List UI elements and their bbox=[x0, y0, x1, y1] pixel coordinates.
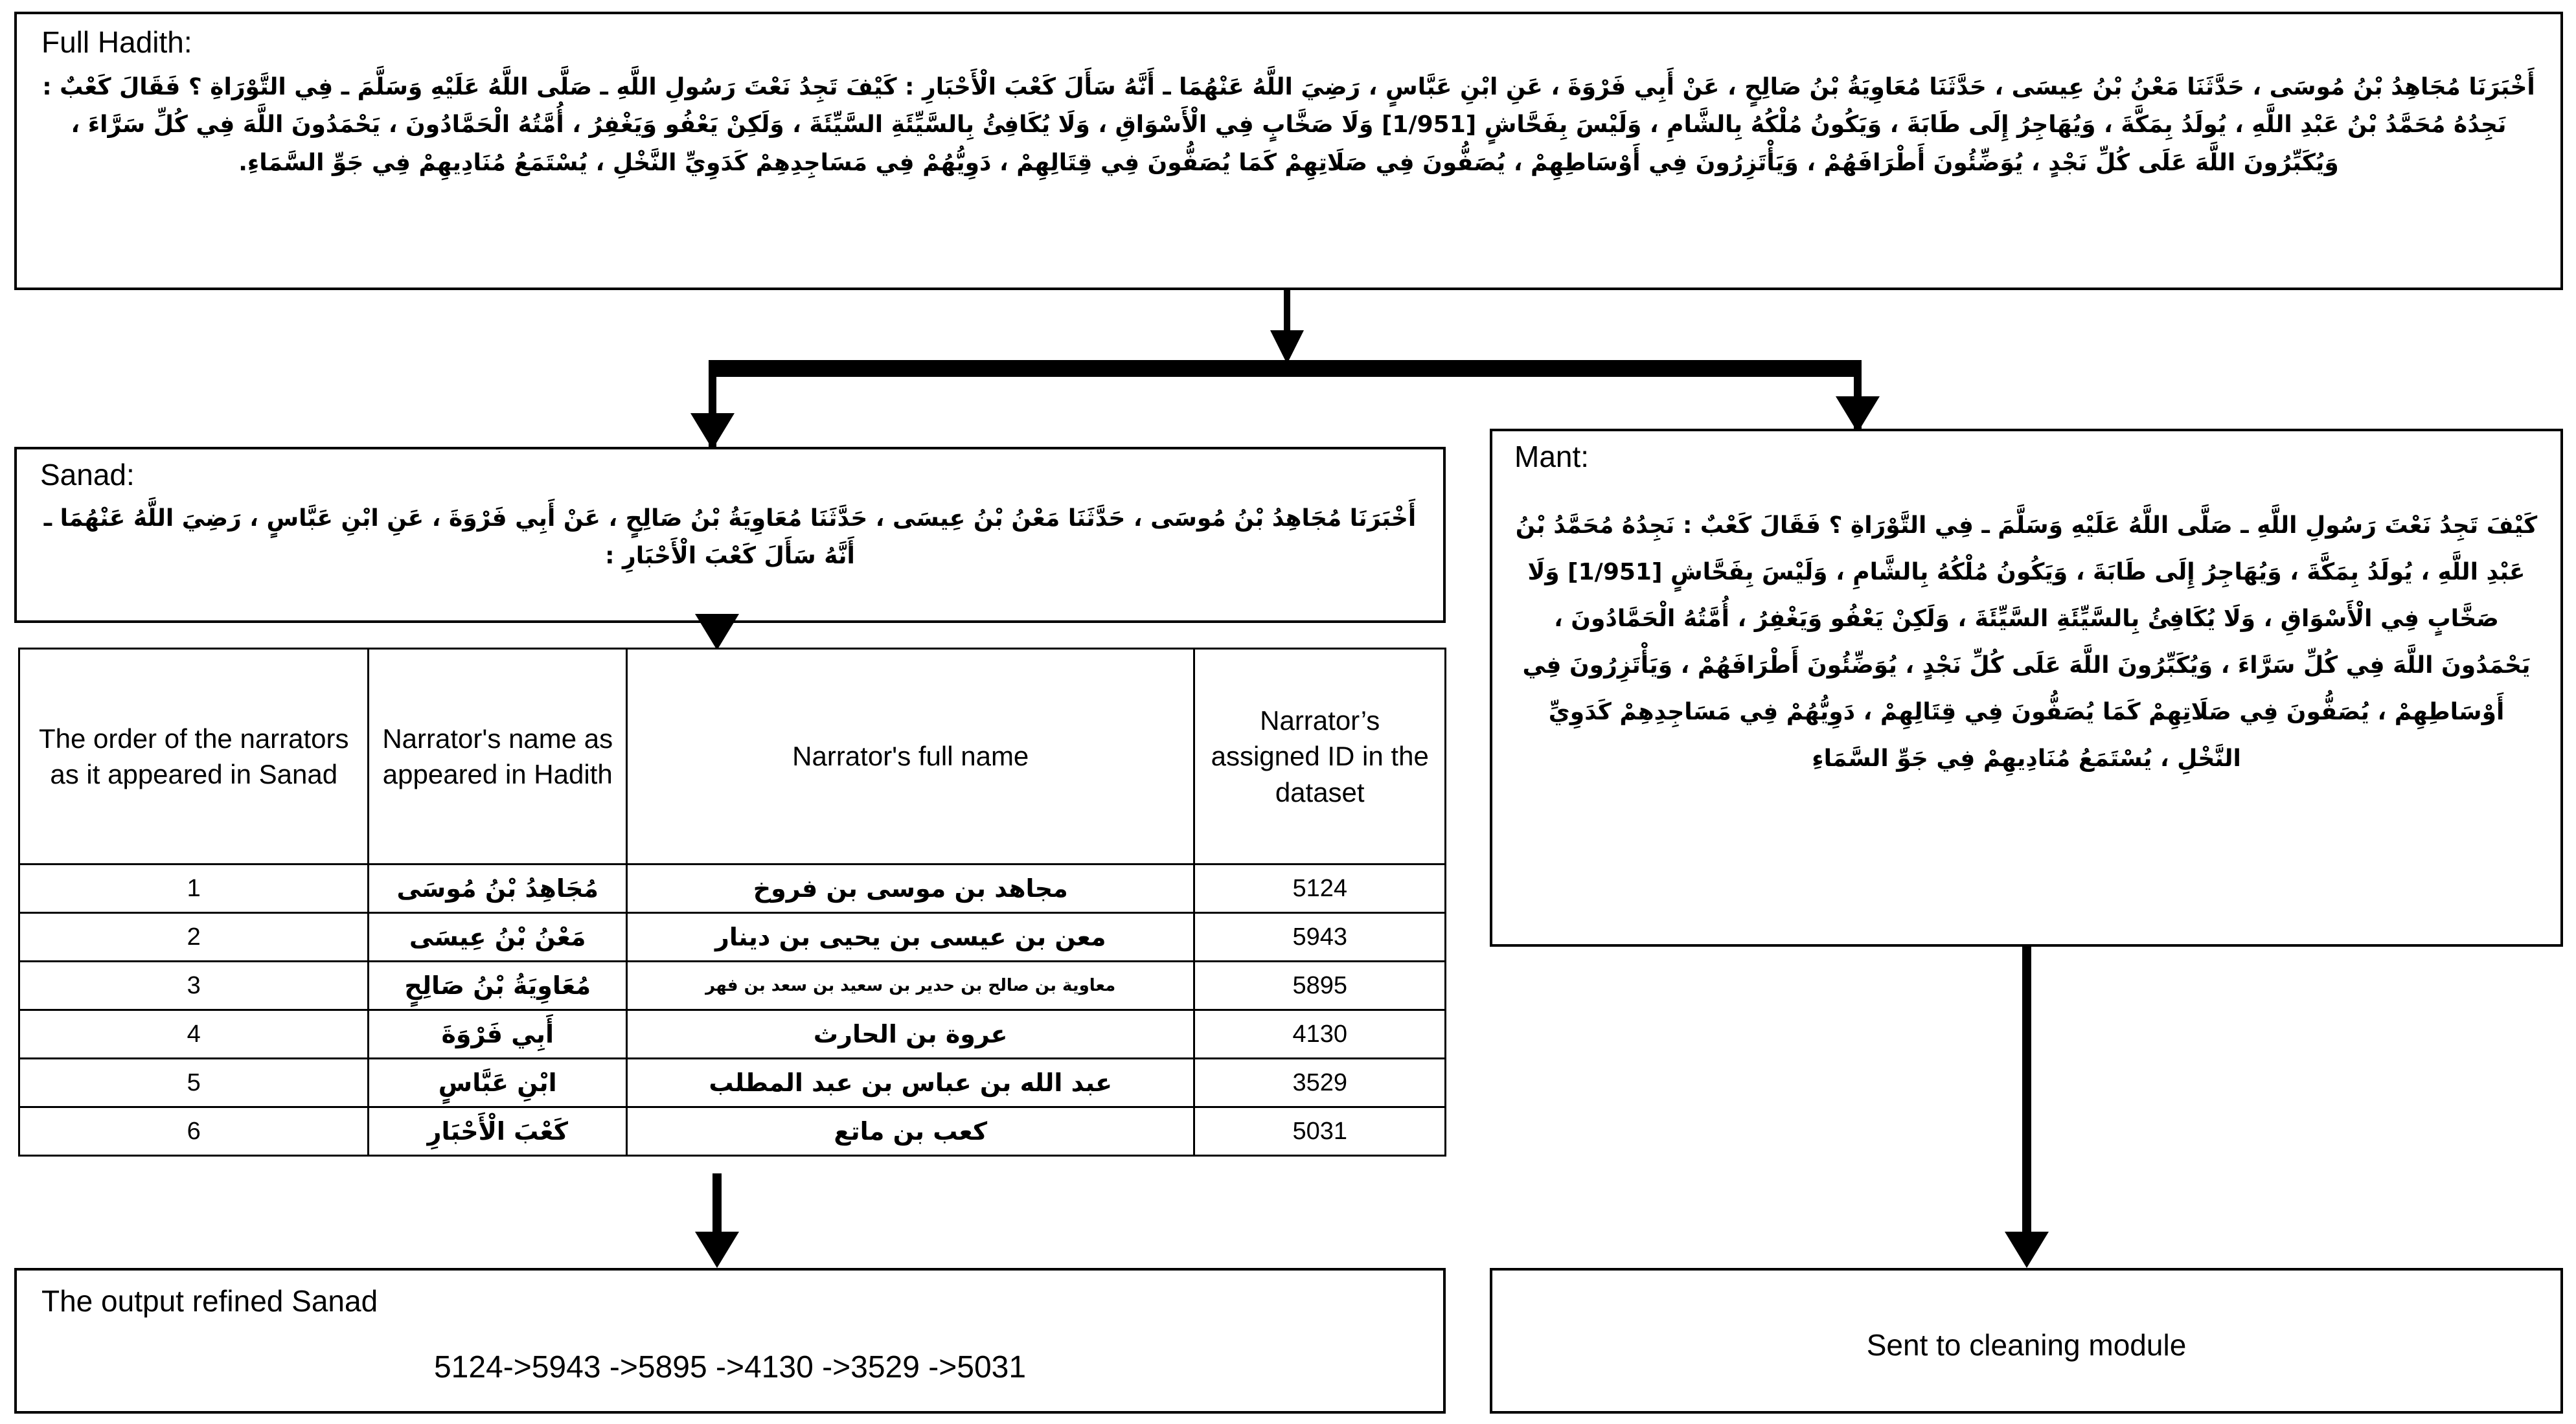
cell-assigned-id: 3529 bbox=[1194, 1059, 1446, 1107]
narrator-table-wrap bbox=[18, 648, 1446, 1157]
cell-assigned-id: 5943 bbox=[1194, 913, 1446, 962]
fork-bar bbox=[709, 360, 1862, 377]
table-row bbox=[19, 1059, 1446, 1107]
column-header-name-in-hadith: Narrator's name as appeared in Hadith bbox=[369, 649, 627, 865]
cell-order: 2 bbox=[19, 913, 369, 962]
arrowhead-to-fork bbox=[1270, 330, 1304, 364]
column-header-full-name: Narrator's full name bbox=[627, 649, 1194, 865]
cell-assigned-id: 5031 bbox=[1194, 1107, 1446, 1156]
cell-order: 3 bbox=[19, 962, 369, 1010]
cell-full-name: معاوية بن صالح بن حدير بن سعيد بن سعد بن فهر bbox=[627, 962, 1194, 1010]
cell-assigned-id: 5124 bbox=[1194, 865, 1446, 913]
cell-name-in-hadith: أَبِي فَرْوَةَ bbox=[369, 1010, 627, 1059]
arrowhead-to-matn bbox=[1836, 396, 1880, 433]
matn-title: Mant: bbox=[1514, 440, 1590, 473]
cell-name-in-hadith: ابْنِ عَبَّاسٍ bbox=[369, 1059, 627, 1107]
table-row bbox=[19, 962, 1446, 1010]
cell-full-name: عروة بن الحارث bbox=[627, 1010, 1194, 1059]
connector-table-to-refined bbox=[712, 1173, 722, 1241]
matn-text: كَيْفَ تَجِدُ نَعْتَ رَسُولِ اللَّهِ ـ صَلَّى اللَّهُ عَلَيْهِ وَسَلَّمَ ـ فِي التَّوْرَاةِ ؟ فَقَالَ كَعْبٌ : نَجِدُهُ مُحَمَّدُ بْنُ عَبْدِ اللَّهِ ، يُولَدُ بِمَكَّةَ ، وَيُهَاجِرُ إِلَى طَابَةَ ، وَيَكُونُ مُلْكُهُ بِالشَّامِ ، وَلَيْسَ بِفَحَّاشٍ [159/1] وَلَا صَخَّابٍ فِي الْأَسْوَاقِ ، وَلَا يُكَافِئُ بِالسَّيِّئَةِ السَّيِّئَةَ ، وَلَكِنْ يَعْفُو وَيَغْفِرُ ، أُمَّتُهُ الْحَمَّادُونَ ، يَحْمَدُونَ اللَّهَ فِي كُلِّ سَرَّاءَ ، وَيُكَبِّرُونَ اللَّهَ عَلَى كُلِّ نَجْدٍ ، يُوَضِّئُونَ أَطْرَافَهُمْ ، وَيَأْتَزِرُونَ فِي أَوْسَاطِهِمْ ، يُصَفُّونَ فِي صَلَاتِهِمْ كَمَا يُصَفُّونَ فِي قِتَالِهِمْ ، دَوِيُّهُمْ فِي مَسَاجِدِهِمْ كَدَوِيِّ النَّخْلِ ، يُسْتَمَعُ مُنَادِيهِمْ فِي جَوِّ السَّمَاءِ bbox=[1515, 512, 2538, 772]
arrowhead-to-cleaning-module bbox=[2005, 1232, 2049, 1268]
full-hadith-text: أَخْبَرَنَا مُجَاهِدُ بْنُ مُوسَى ، حَدَّثَنَا مَعْنُ بْنُ عِيسَى ، حَدَّثَنَا مُعَاوِيَةُ بْنُ صَالِحٍ ، عَنْ أَبِي فَرْوَةَ ، عَنِ ابْنِ عَبَّاسٍ ، رَضِيَ اللَّهُ عَنْهُمَا ـ أَنَّهُ سَأَلَ كَعْبَ الْأَحْبَارِ : كَيْفَ تَجِدُ نَعْتَ رَسُولِ اللَّهِ ـ صَلَّى اللَّهُ عَلَيْهِ وَسَلَّمَ ـ فِي التَّوْرَاةِ ؟ فَقَالَ كَعْبٌ : نَجِدُهُ مُحَمَّدُ بْنُ عَبْدِ اللَّهِ ، يُولَدُ بِمَكَّةَ ، وَيُهَاجِرُ إِلَى طَابَةَ ، وَيَكُونُ مُلْكُهُ بِالشَّامِ ، وَلَيْسَ بِفَحَّاشٍ [159/1] وَلَا صَخَّابٍ فِي الْأَسْوَاقِ ، وَلَا يُكَافِئُ بِالسَّيِّئَةِ السَّيِّئَةَ ، وَلَكِنْ يَعْفُو وَيَغْفِرُ ، أُمَّتُهُ الْحَمَّادُونَ ، يَحْمَدُونَ اللَّهَ فِي كُلِّ سَرَّاءَ ، وَيُكَبِّرُونَ اللَّهَ عَلَى كُلِّ نَجْدٍ ، يُوَضِّئُونَ أَطْرَافَهُمْ ، وَيَأْتَزِرُونَ فِي أَوْسَاطِهِمْ ، يُصَفُّونَ فِي صَلَاتِهِمْ كَمَا يُصَفُّونَ فِي قِتَالِهِمْ ، دَوِيُّهُمْ فِي مَسَاجِدِهِمْ كَدَوِيِّ النَّخْلِ ، يُسْتَمَعُ مُنَادِيهِمْ فِي جَوِّ السَّمَاءِ. bbox=[42, 74, 2535, 176]
arrowhead-to-sanad bbox=[690, 413, 735, 449]
cell-name-in-hadith: مَعْنُ بْنُ عِيسَى bbox=[369, 913, 627, 962]
table-row bbox=[19, 1010, 1446, 1059]
table-row bbox=[19, 1107, 1446, 1156]
refined-sanad-value: 5124->5943 ->5895 ->4130 ->3529 ->5031 bbox=[433, 1350, 1027, 1384]
cell-full-name: معن بن عيسى بن يحيى بن دينار bbox=[627, 913, 1194, 962]
arrowhead-to-narrator-table bbox=[695, 614, 739, 650]
sanad-text: أَخْبَرَنَا مُجَاهِدُ بْنُ مُوسَى ، حَدَّثَنَا مَعْنُ بْنُ عِيسَى ، حَدَّثَنَا مُعَاوِيَةُ بْنُ صَالِحٍ ، عَنْ أَبِي فَرْوَةَ ، عَنِ ابْنِ عَبَّاسٍ ، رَضِيَ اللَّهُ عَنْهُمَا ـ أَنَّهُ سَأَلَ كَعْبَ الْأَحْبَارِ : bbox=[43, 505, 1417, 570]
cell-order: 5 bbox=[19, 1059, 369, 1107]
cell-name-in-hadith: مُجَاهِدُ بْنُ مُوسَى bbox=[369, 865, 627, 913]
cell-order: 6 bbox=[19, 1107, 369, 1156]
cell-assigned-id: 5895 bbox=[1194, 962, 1446, 1010]
cell-full-name: عبد الله بن عباس بن عبد المطلب bbox=[627, 1059, 1194, 1107]
cleaning-module-label: Sent to cleaning module bbox=[1866, 1328, 2187, 1362]
column-header-order: The order of the narrators as it appeared in Sanad bbox=[19, 649, 369, 865]
cell-assigned-id: 4130 bbox=[1194, 1010, 1446, 1059]
cell-name-in-hadith: كَعْبَ الْأَحْبَارِ bbox=[369, 1107, 627, 1156]
table-header-row bbox=[19, 649, 1446, 865]
cell-order: 4 bbox=[19, 1010, 369, 1059]
column-header-assigned-id: Narrator’s assigned ID in the dataset bbox=[1194, 649, 1446, 865]
refined-sanad-box bbox=[14, 1268, 1446, 1414]
cell-full-name: مجاهد بن موسى بن فروخ bbox=[627, 865, 1194, 913]
cell-order: 1 bbox=[19, 865, 369, 913]
full-hadith-box bbox=[14, 12, 2563, 290]
table-row bbox=[19, 913, 1446, 962]
refined-sanad-title: The output refined Sanad bbox=[41, 1284, 378, 1318]
narrator-table bbox=[18, 648, 1446, 1157]
connector-matn-to-cleaning bbox=[2022, 947, 2031, 1239]
sanad-title: Sanad: bbox=[40, 458, 135, 492]
full-hadith-title: Full Hadith: bbox=[41, 25, 192, 59]
table-row bbox=[19, 865, 1446, 913]
sanad-box bbox=[14, 447, 1446, 623]
matn-box bbox=[1490, 429, 2563, 947]
cell-name-in-hadith: مُعَاوِيَةُ بْنُ صَالِحٍ bbox=[369, 962, 627, 1010]
arrowhead-to-refined-sanad bbox=[695, 1232, 739, 1268]
cleaning-module-box bbox=[1490, 1268, 2563, 1414]
cell-full-name: كعب بن ماتع bbox=[627, 1107, 1194, 1156]
